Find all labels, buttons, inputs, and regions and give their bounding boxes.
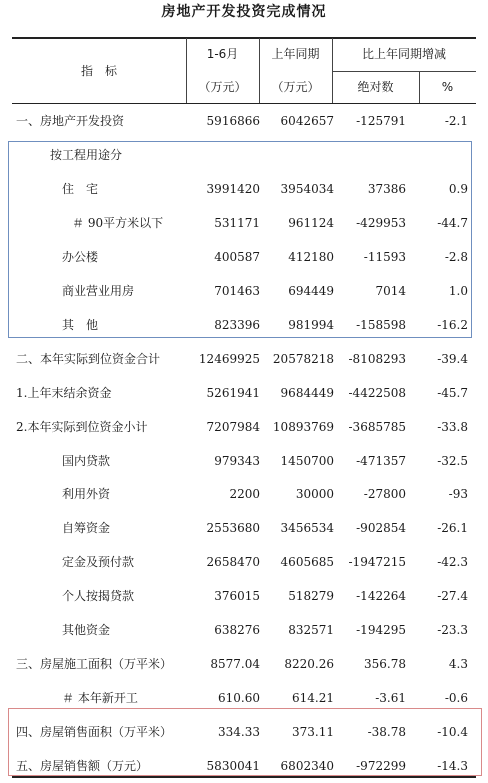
value-change-pct: 0.9: [448, 181, 468, 196]
table-title: 房地产开发投资完成情况: [161, 4, 327, 20]
value-change-pct: -45.7: [437, 385, 468, 400]
table-row: [12, 410, 476, 444]
value-last-year: 4605685: [280, 555, 334, 570]
value-change-abs: -902854: [356, 521, 406, 536]
bottom-rule: [12, 776, 476, 778]
value-last-year: 30000: [295, 487, 334, 502]
header-col3-pct: %: [441, 80, 454, 94]
value-change-abs: -142264: [356, 589, 406, 604]
value-last-year: 3456534: [280, 521, 334, 536]
table-row: [12, 477, 476, 511]
value-change-abs: -471357: [356, 453, 406, 468]
value-change-abs: 356.78: [364, 657, 406, 672]
value-current: 2200: [229, 487, 260, 502]
value-current: 8577.04: [210, 657, 260, 672]
header-indicator: 指 标: [80, 64, 117, 78]
row-label: 自筹资金: [62, 521, 111, 536]
value-last-year: 10893769: [272, 419, 334, 434]
value-change-pct: -2.8: [444, 249, 468, 264]
row-label: 1.上年末结余资金: [16, 385, 112, 400]
value-change-pct: -0.6: [444, 691, 468, 706]
row-label: 三、房屋施工面积（万平米）: [16, 657, 173, 672]
value-current: 531171: [214, 215, 260, 230]
value-last-year: 9684449: [280, 385, 334, 400]
value-current: 979343: [214, 453, 260, 468]
table-row: [12, 681, 476, 715]
value-current: 638276: [214, 623, 260, 638]
table-row: [12, 715, 476, 749]
header-col2: 上年同期: [271, 47, 320, 61]
value-change-abs: -8108293: [348, 351, 406, 366]
header-col3-abs: 绝对数: [357, 80, 394, 94]
value-change-abs: -194295: [356, 623, 406, 638]
table-row: [12, 104, 476, 138]
row-label: 利用外资: [62, 487, 111, 502]
row-label: 五、房屋销售额（万元）: [16, 759, 149, 774]
row-label: 住 宅: [62, 181, 99, 196]
row-label: 个人按揭贷款: [62, 589, 135, 604]
value-change-pct: -27.4: [437, 589, 468, 604]
row-label: 四、房屋销售面积（万平米）: [16, 725, 173, 740]
value-last-year: 694449: [288, 283, 334, 298]
header-col1-unit: （万元）: [198, 80, 247, 94]
value-last-year: 373.11: [292, 725, 334, 740]
value-change-abs: -3685785: [348, 419, 406, 434]
table-row: [12, 511, 476, 545]
table-row: [12, 376, 476, 410]
row-label: 定金及预付款: [62, 555, 135, 570]
value-change-abs: -3.61: [375, 691, 406, 706]
value-change-abs: -11593: [363, 249, 406, 264]
value-last-year: 1450700: [280, 453, 334, 468]
value-change-pct: -16.2: [437, 317, 468, 332]
value-last-year: 3954034: [280, 181, 334, 196]
row-label: 其他资金: [62, 623, 111, 638]
value-change-abs: -158598: [356, 317, 406, 332]
table-row: [12, 444, 476, 478]
value-current: 5916866: [206, 114, 260, 128]
top-rule: [12, 37, 476, 39]
value-change-pct: -10.4: [437, 725, 468, 740]
table-row: [12, 206, 476, 240]
value-change-pct: -44.7: [437, 215, 468, 230]
value-change-abs: -1947215: [348, 555, 406, 570]
header-subrule: [332, 71, 476, 72]
table-row: [12, 240, 476, 274]
value-last-year: 614.21: [292, 691, 334, 706]
row-label: 按工程用途分: [50, 147, 123, 162]
row-label: ＃ 本年新开工: [62, 691, 138, 706]
value-current: 610.60: [218, 691, 260, 706]
row-label: 办公楼: [62, 249, 99, 264]
table-row: [12, 579, 476, 613]
value-last-year: 412180: [288, 249, 334, 264]
value-change-pct: -2.1: [444, 114, 468, 128]
value-change-pct: 4.3: [448, 657, 468, 672]
value-last-year: 20578218: [272, 351, 334, 366]
value-current: 5261941: [206, 385, 260, 400]
row-label: 国内贷款: [62, 453, 111, 468]
table-row: [12, 545, 476, 579]
value-last-year: 6802340: [280, 759, 334, 774]
value-change-abs: 7014: [375, 283, 406, 298]
value-current: 334.33: [218, 725, 260, 740]
table-row: [12, 172, 476, 206]
value-current: 376015: [214, 589, 260, 604]
row-label: 二、本年实际到位资金合计: [16, 351, 161, 366]
value-change-abs: -125791: [356, 114, 406, 128]
value-current: 12469925: [198, 351, 260, 366]
value-change-abs: -4422508: [348, 385, 406, 400]
table-row: [12, 274, 476, 308]
value-current: 2658470: [206, 555, 260, 570]
value-change-pct: -93: [448, 487, 468, 502]
value-last-year: 961124: [288, 215, 334, 230]
value-change-abs: -38.78: [367, 725, 406, 740]
value-last-year: 981994: [288, 317, 334, 332]
header-col3-group: 比上年同期增减: [361, 47, 446, 61]
value-current: 823396: [214, 317, 260, 332]
value-change-abs: -27800: [363, 487, 406, 502]
value-change-pct: -32.5: [437, 453, 468, 468]
table-row: [12, 138, 476, 172]
table-row: [12, 342, 476, 376]
value-current: 400587: [214, 249, 260, 264]
header-col1: 1-6月: [206, 47, 239, 61]
value-current: 5830041: [206, 759, 260, 774]
value-last-year: 832571: [288, 623, 334, 638]
value-change-pct: -42.3: [437, 555, 468, 570]
value-last-year: 6042657: [280, 114, 334, 128]
row-label: 其 他: [62, 317, 99, 332]
value-current: 7207984: [206, 419, 260, 434]
value-change-abs: -972299: [356, 759, 406, 774]
value-current: 3991420: [206, 181, 260, 196]
value-change-pct: -39.4: [437, 351, 468, 366]
header-col2-unit: （万元）: [271, 80, 320, 94]
value-change-pct: -26.1: [437, 521, 468, 536]
value-current: 2553680: [206, 521, 260, 536]
row-label: 商业营业用房: [62, 283, 135, 298]
value-change-pct: -23.3: [437, 623, 468, 638]
row-label: 2.本年实际到位资金小计: [16, 419, 148, 434]
table-row: [12, 647, 476, 681]
value-last-year: 8220.26: [284, 657, 334, 672]
value-change-pct: -33.8: [437, 419, 468, 434]
row-label: 一、房地产开发投资: [16, 114, 125, 128]
table-row: [12, 613, 476, 647]
value-change-abs: -429953: [356, 215, 406, 230]
value-change-pct: -14.3: [437, 759, 468, 774]
value-last-year: 518279: [288, 589, 334, 604]
row-label: ＃ 90平方米以下: [72, 215, 164, 230]
table-row: [12, 308, 476, 342]
value-current: 701463: [214, 283, 260, 298]
value-change-abs: 37386: [367, 181, 406, 196]
value-change-pct: 1.0: [448, 283, 468, 298]
